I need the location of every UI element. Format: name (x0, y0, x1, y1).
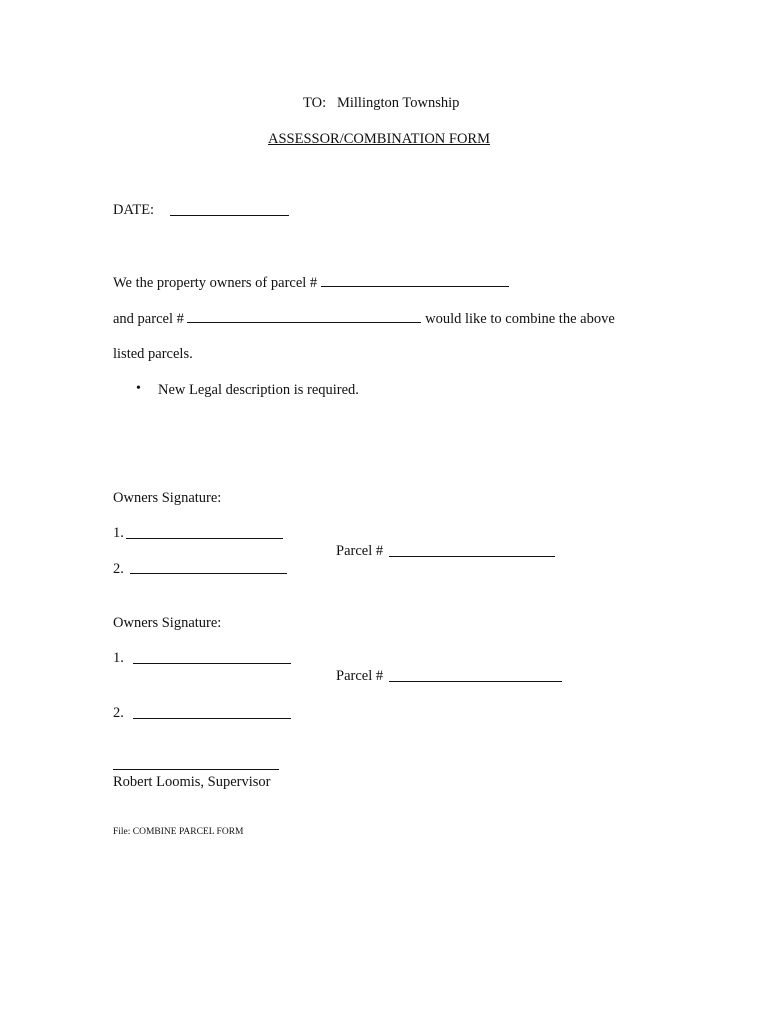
file-note: File: COMBINE PARCEL FORM (113, 827, 244, 837)
parcel-number-1-field[interactable] (321, 273, 509, 287)
to-label: TO: (303, 95, 327, 111)
recipient-line (303, 94, 459, 112)
date-label: DATE: (113, 202, 155, 218)
bullet-icon: • (136, 381, 141, 396)
parcel-number-2-field[interactable] (187, 309, 421, 323)
signature-2-2-field[interactable] (133, 718, 291, 719)
supervisor-name: Robert Loomis, Supervisor (113, 774, 271, 790)
parcel-line-1-text: We the property owners of parcel # (113, 275, 318, 291)
signature-1-1-label: 1. (113, 525, 124, 541)
owners-signature-heading-2: Owners Signature: (113, 615, 222, 631)
parcel-line-2-suffix: would like to combine the above (425, 311, 615, 327)
owners-signature-heading-1: Owners Signature: (113, 490, 222, 506)
signature-2-1-field[interactable] (133, 663, 291, 664)
signature-1-2-field[interactable] (130, 573, 287, 574)
parcel-field-2[interactable] (389, 681, 562, 682)
signature-1-2-label: 2. (113, 561, 124, 577)
signature-1-1-field[interactable] (126, 538, 283, 539)
parcel-line-1 (113, 273, 509, 292)
signature-2-1-label: 1. (113, 650, 124, 666)
parcel-line-2 (113, 309, 615, 328)
signature-2-2-label: 2. (113, 705, 124, 721)
recipient-name: Millington Township (336, 95, 460, 111)
supervisor-signature-field[interactable] (113, 769, 279, 770)
parcel-line-3: listed parcels. (113, 346, 193, 362)
parcel-label-1: Parcel # (336, 543, 384, 559)
parcel-line-2-prefix: and parcel # (113, 311, 184, 327)
bullet-item: New Legal description is required. (158, 382, 359, 398)
date-field[interactable] (170, 215, 289, 216)
parcel-field-1[interactable] (389, 556, 555, 557)
form-title: ASSESSOR/COMBINATION FORM (268, 131, 490, 147)
parcel-label-2: Parcel # (336, 668, 384, 684)
